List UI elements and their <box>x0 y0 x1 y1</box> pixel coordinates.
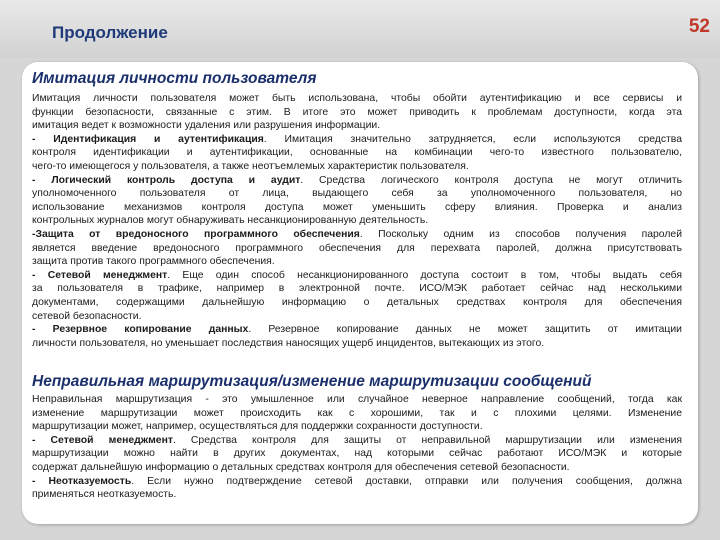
line-text: контрольных журналов могут обнаруживать несанкционированную деятельность. <box>32 215 429 227</box>
line-text: документами, содержащими дальнейшую информацию о детальных средствах контроля для обеспечения <box>32 296 682 308</box>
line-text: . Еще один способ несанкционированного доступа состоит в том, чтобы выдать себя <box>167 269 682 281</box>
text-line <box>32 92 682 106</box>
text-line <box>32 119 682 133</box>
text-line <box>32 407 682 421</box>
text-line <box>32 242 682 256</box>
text-line <box>32 475 682 489</box>
text-line <box>32 393 682 407</box>
section-body-misrouting <box>32 393 682 502</box>
bold-term: - Сетевой менеджмент <box>32 434 173 446</box>
text-line <box>32 447 682 461</box>
text-line <box>32 255 682 269</box>
line-text: содержат дальнейшую информацию о детальных средствах контроля для обеспечения сетевой безопасности. <box>32 461 570 473</box>
text-line <box>32 461 682 475</box>
text-line <box>32 323 682 337</box>
line-text: . Резервное копирование данных не может защитить от имитации <box>248 324 682 336</box>
page-number: 52 <box>688 16 710 37</box>
text-line <box>32 174 682 188</box>
section-body-impersonation <box>32 92 682 350</box>
line-text: чего-то имеющегося у пользователя, а также неотъемлемых характеристик пользователя. <box>32 160 469 172</box>
line-text: уполномоченного пользователя от лица, выдающего себя за уполномоченного пользователя, но <box>32 188 682 200</box>
text-line <box>32 269 682 283</box>
text-line <box>32 228 682 242</box>
line-text: применяться неотказуемость. <box>32 489 177 501</box>
bold-term: - Логический контроль доступа и аудит <box>32 174 301 186</box>
text-line <box>32 488 682 502</box>
text-line <box>32 160 682 174</box>
line-text: использование механизмов контроля доступа может уменьшить сферу влияния. Проверка и анализ <box>32 201 682 213</box>
line-text: сетевой безопасности. <box>32 310 142 322</box>
line-text: личности пользователя, но уменьшает последствия наносящих ущерб инцидентов, вытекающих из этого. <box>32 337 545 349</box>
text-line <box>32 296 682 310</box>
line-text: защита против такого программного обеспечения. <box>32 256 275 268</box>
text-line <box>32 337 682 351</box>
line-text: Неправильная маршрутизация - это умышленное или случайное неверное направление сообщений, тогда как <box>32 394 682 405</box>
text-line <box>32 146 682 160</box>
line-text: изменение маршрутизации может происходить как с хорошими, так и с плохими целями. Изменение <box>32 407 682 419</box>
slide-title: Продолжение <box>52 23 168 42</box>
bold-term: -Защита от вредоносного программного обеспечения <box>32 228 360 240</box>
text-line <box>32 310 682 324</box>
line-text: . Средства контроля для защиты от неправильной маршрутизации или изменения <box>172 434 682 446</box>
text-line <box>32 106 682 120</box>
line-text: Имитация личности пользователя может быть использована, чтобы обойти аутентификацию и все сервисы и <box>32 93 682 104</box>
bold-term: - Резервное копирование данных <box>32 324 249 336</box>
text-line <box>32 214 682 228</box>
line-text: функции безопасности, связанные с этим. В итоге это может приводить к проблемам доступности, когда эта <box>32 106 682 118</box>
text-line <box>32 282 682 296</box>
text-line <box>32 201 682 215</box>
line-text: . Поскольку одним из способов получения паролей <box>359 228 682 240</box>
text-line <box>32 434 682 448</box>
line-text: за пользователя в трафике, например в электронной почте. ИСО/МЭК работает сейчас над несколькими <box>32 283 682 295</box>
line-text: . Имитация значительно затрудняется, если используются средства <box>263 133 682 145</box>
text-line <box>32 420 682 434</box>
text-line <box>32 187 682 201</box>
line-text: контроля идентификации и аутентификации, основанные на комбинации чего-то известного пользователю, <box>32 147 682 159</box>
bold-term: - Неотказуемость <box>32 475 132 487</box>
line-text: . Средства логического контроля доступа не могут отличить <box>300 174 682 186</box>
line-text: является введение вредоносного программного обеспечения для перехвата паролей, должна присутствовать <box>32 242 682 254</box>
text-line <box>32 133 682 147</box>
line-text: маршрутизации может, например, осуществляться для поддержки сохранности доступности. <box>32 421 483 433</box>
bold-term: - Сетевой менеджмент <box>32 269 168 281</box>
line-text: имитация ведет к возможности удаления или разрушения информации. <box>32 120 381 132</box>
bold-term: - Идентификация и аутентификация <box>32 133 264 145</box>
line-text: . Если нужно подтверждение сетевой доставки, отправки или получения сообщения, должна <box>131 475 682 487</box>
section-heading-impersonation: Имитация личности пользователя <box>32 70 317 87</box>
line-text: маршрутизации можно найти в других документах, над которыми сейчас работают ИСО/МЭК и которые <box>32 448 682 460</box>
section-heading-misrouting: Неправильная маршрутизация/изменение маршрутизации сообщений <box>32 373 592 390</box>
